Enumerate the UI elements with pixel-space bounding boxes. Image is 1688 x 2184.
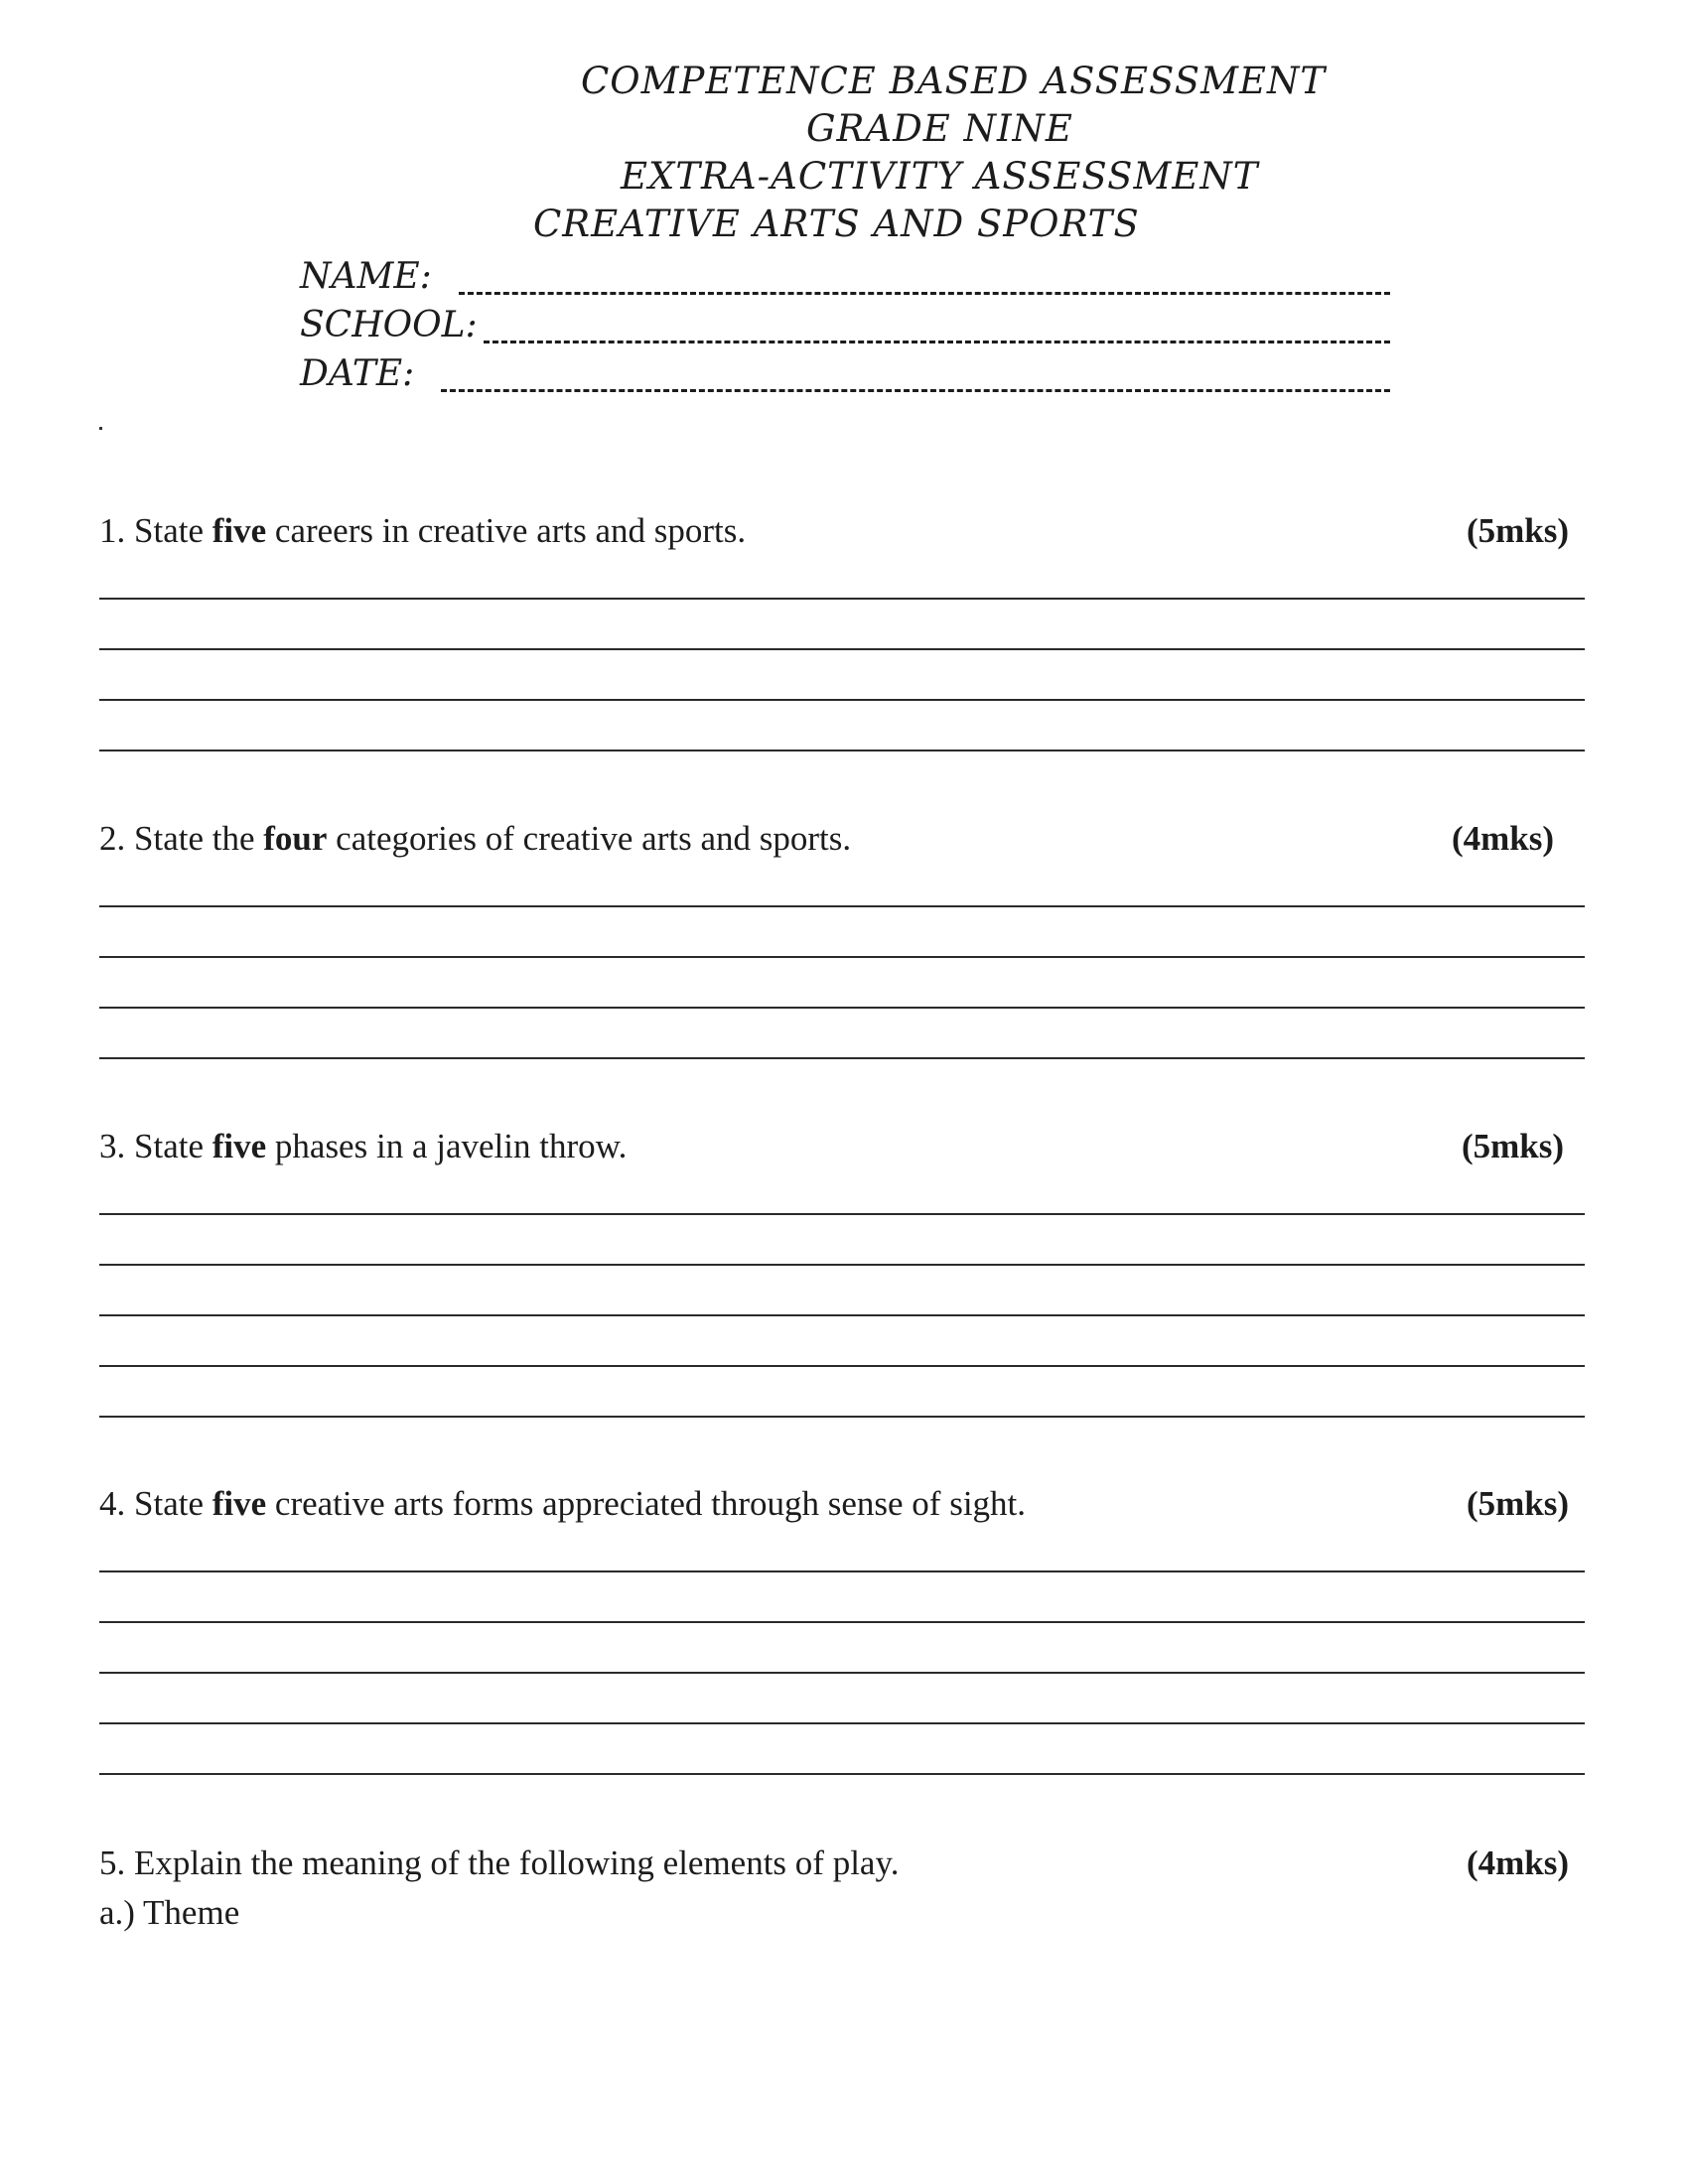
question-number: 3. bbox=[99, 1127, 126, 1165]
question-marks: (5mks) bbox=[1467, 511, 1570, 550]
question-row bbox=[99, 1122, 1585, 1171]
question-text bbox=[99, 814, 851, 864]
question-number: 5. bbox=[99, 1843, 126, 1882]
date-blank-line[interactable] bbox=[441, 389, 1390, 392]
student-info-fields bbox=[300, 256, 478, 402]
question-emphasis: four bbox=[263, 819, 328, 858]
question-number: 1. bbox=[99, 511, 126, 550]
question-text bbox=[99, 1479, 1026, 1529]
question-row bbox=[99, 1479, 1585, 1529]
answer-line[interactable] bbox=[99, 648, 1585, 650]
question-text bbox=[99, 506, 746, 556]
question-emphasis: five bbox=[211, 1127, 267, 1165]
school-field[interactable] bbox=[300, 305, 478, 353]
answer-line[interactable] bbox=[99, 1007, 1585, 1009]
question-5 bbox=[99, 1839, 1585, 1888]
answer-line[interactable] bbox=[99, 699, 1585, 701]
question-pre: State the bbox=[134, 819, 264, 858]
name-label: NAME: bbox=[300, 256, 432, 297]
school-label: SCHOOL: bbox=[300, 305, 478, 345]
question-3 bbox=[99, 1122, 1585, 1171]
answer-line[interactable] bbox=[99, 598, 1585, 600]
question-post: creative arts forms appreciated through sense of sight. bbox=[266, 1484, 1027, 1523]
answer-line[interactable] bbox=[99, 1722, 1585, 1724]
answer-line[interactable] bbox=[99, 1213, 1585, 1215]
header-grade: GRADE NINE bbox=[806, 107, 1073, 150]
question-number: 2. bbox=[99, 819, 126, 858]
question-pre: State bbox=[134, 1127, 212, 1165]
question-row bbox=[99, 1839, 1585, 1888]
school-blank-line[interactable] bbox=[484, 341, 1390, 343]
answer-line[interactable] bbox=[99, 956, 1585, 958]
question-emphasis: five bbox=[211, 1484, 267, 1523]
question-pre: State bbox=[134, 511, 212, 550]
question-pre: State bbox=[134, 1484, 212, 1523]
header-title: COMPETENCE BASED ASSESSMENT bbox=[581, 60, 1327, 102]
answer-line[interactable] bbox=[99, 1314, 1585, 1316]
answer-line[interactable] bbox=[99, 1264, 1585, 1266]
question-post: phases in a javelin throw. bbox=[266, 1127, 628, 1165]
answer-line[interactable] bbox=[99, 1416, 1585, 1418]
question-row bbox=[99, 814, 1585, 864]
stray-dot bbox=[99, 427, 102, 430]
header-subject: CREATIVE ARTS AND SPORTS bbox=[533, 203, 1140, 245]
question-row bbox=[99, 506, 1585, 556]
question-marks: (5mks) bbox=[1467, 1484, 1570, 1523]
question-pre: Explain the meaning of the following elements of play. bbox=[134, 1843, 900, 1882]
question-1 bbox=[99, 506, 1585, 556]
question-text bbox=[99, 1122, 627, 1171]
question-4 bbox=[99, 1479, 1585, 1529]
answer-line[interactable] bbox=[99, 750, 1585, 751]
question-marks: (5mks) bbox=[1462, 1127, 1565, 1165]
question-marks: (4mks) bbox=[1467, 1843, 1570, 1882]
question-marks: (4mks) bbox=[1452, 819, 1555, 858]
question-post: careers in creative arts and sports. bbox=[266, 511, 747, 550]
name-blank-line[interactable] bbox=[459, 292, 1390, 295]
question-post: categories of creative arts and sports. bbox=[327, 819, 852, 858]
answer-line[interactable] bbox=[99, 1365, 1585, 1367]
answer-line[interactable] bbox=[99, 1773, 1585, 1775]
question-number: 4. bbox=[99, 1484, 126, 1523]
question-emphasis: five bbox=[211, 511, 267, 550]
date-field[interactable] bbox=[300, 353, 478, 402]
name-field[interactable] bbox=[300, 256, 478, 305]
answer-line[interactable] bbox=[99, 1621, 1585, 1623]
question-text bbox=[99, 1839, 899, 1888]
question-2 bbox=[99, 814, 1585, 864]
answer-line[interactable] bbox=[99, 1672, 1585, 1674]
answer-line[interactable] bbox=[99, 1057, 1585, 1059]
question-5-part-a: a.) Theme bbox=[99, 1893, 240, 1932]
date-label: DATE: bbox=[300, 353, 415, 394]
header-assessment-type: EXTRA-ACTIVITY ASSESSMENT bbox=[621, 155, 1259, 198]
answer-line[interactable] bbox=[99, 1570, 1585, 1572]
answer-line[interactable] bbox=[99, 905, 1585, 907]
